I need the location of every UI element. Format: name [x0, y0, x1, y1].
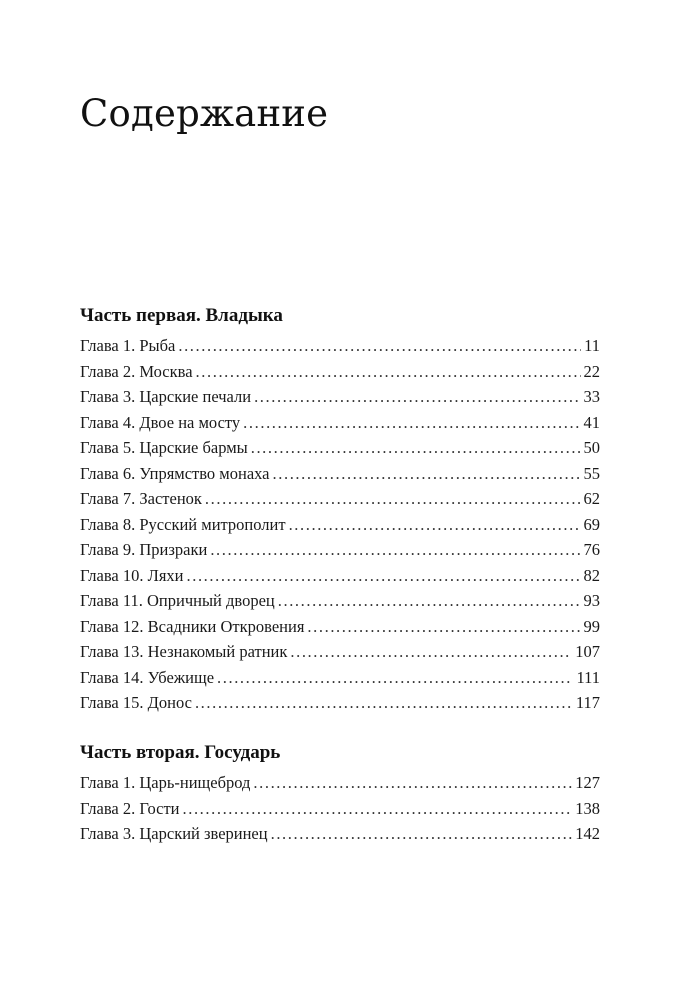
toc-entry: [80, 512, 600, 538]
toc-entry: [80, 588, 600, 614]
page-number: 69: [583, 514, 600, 534]
page-number: 33: [583, 387, 600, 406]
toc-entry: [80, 690, 600, 716]
toc-entry: [80, 333, 600, 359]
toc-entry: [80, 359, 600, 385]
dot-leader: [178, 333, 581, 359]
dot-leader: [273, 461, 581, 487]
dot-leader: [183, 796, 573, 822]
chapter-title: Глава 8. Русский митрополит: [80, 514, 286, 534]
page-number: 41: [583, 412, 600, 432]
chapter-title: Глава 4. Двое на мосту: [80, 412, 241, 432]
dot-leader: [253, 770, 572, 796]
chapter-title: Глава 2. Москва: [80, 361, 193, 381]
page-title: Содержание: [80, 92, 329, 135]
page-number: 50: [583, 438, 600, 457]
toc-entry: [80, 796, 600, 822]
toc-entry: [80, 639, 600, 665]
page-number: 117: [575, 693, 600, 712]
dot-leader: [205, 486, 581, 512]
toc-entry: [80, 614, 600, 640]
dot-leader: [278, 588, 581, 614]
chapter-title: Глава 12. Всадники Откровения: [80, 616, 305, 636]
chapter-title: Глава 11. Опричный дворец: [80, 591, 275, 610]
page-number: 107: [575, 642, 600, 661]
page-number: 22: [583, 361, 600, 381]
page-number: 127: [575, 773, 600, 792]
chapter-title: Глава 14. Убежище: [80, 667, 215, 687]
dot-leader: [290, 639, 572, 665]
dot-leader: [187, 563, 581, 589]
chapter-title: Глава 3. Царский зверинец: [80, 824, 268, 843]
page-number: 138: [575, 798, 600, 818]
chapter-list: [80, 770, 600, 847]
toc-entry: [80, 821, 600, 847]
chapter-title: Глава 6. Упрямство монаха: [80, 463, 270, 483]
chapter-title: Глава 2. Гости: [80, 798, 180, 818]
chapter-list: [80, 333, 600, 716]
toc-entry: [80, 486, 600, 512]
dot-leader: [307, 614, 580, 640]
chapter-title: Глава 1. Царь-нищеброд: [80, 773, 251, 792]
toc-entry: [80, 770, 600, 796]
chapter-title: Глава 3. Царские печали: [80, 387, 252, 406]
dot-leader: [217, 665, 573, 691]
chapter-title: Глава 13. Незнакомый ратник: [80, 642, 288, 661]
dot-leader: [251, 435, 581, 461]
page-number: 93: [583, 591, 600, 610]
dot-leader: [243, 410, 580, 436]
part-heading: Часть вторая. Государь: [80, 742, 281, 763]
dot-leader: [210, 537, 580, 563]
part-heading: Часть первая. Владыка: [80, 305, 283, 326]
dot-leader: [254, 384, 580, 410]
page-number: 99: [583, 616, 600, 636]
dot-leader: [271, 821, 573, 847]
chapter-title: Глава 10. Ляхи: [80, 565, 184, 585]
page-number: 142: [575, 824, 600, 843]
dot-leader: [196, 359, 581, 385]
page-number: 111: [576, 667, 600, 687]
page-number: 62: [583, 489, 600, 508]
chapter-title: Глава 15. Донос: [80, 693, 192, 712]
toc-entry: [80, 563, 600, 589]
chapter-title: Глава 1. Рыба: [80, 336, 176, 355]
toc-entry: [80, 665, 600, 691]
page-number: 82: [583, 565, 600, 585]
toc-part-1: [80, 303, 600, 716]
chapter-title: Глава 9. Призраки: [80, 540, 208, 559]
dot-leader: [289, 512, 581, 538]
page-number: 76: [583, 540, 600, 559]
toc-entry: [80, 537, 600, 563]
dot-leader: [195, 690, 573, 716]
page-number: 55: [583, 463, 600, 483]
chapter-title: Глава 7. Застенок: [80, 489, 202, 508]
toc-entry: [80, 461, 600, 487]
page-number: 11: [584, 336, 600, 355]
toc-entry: [80, 384, 600, 410]
chapter-title: Глава 5. Царские бармы: [80, 438, 248, 457]
toc-entry: [80, 435, 600, 461]
toc-part-2: [80, 740, 600, 847]
toc-entry: [80, 410, 600, 436]
